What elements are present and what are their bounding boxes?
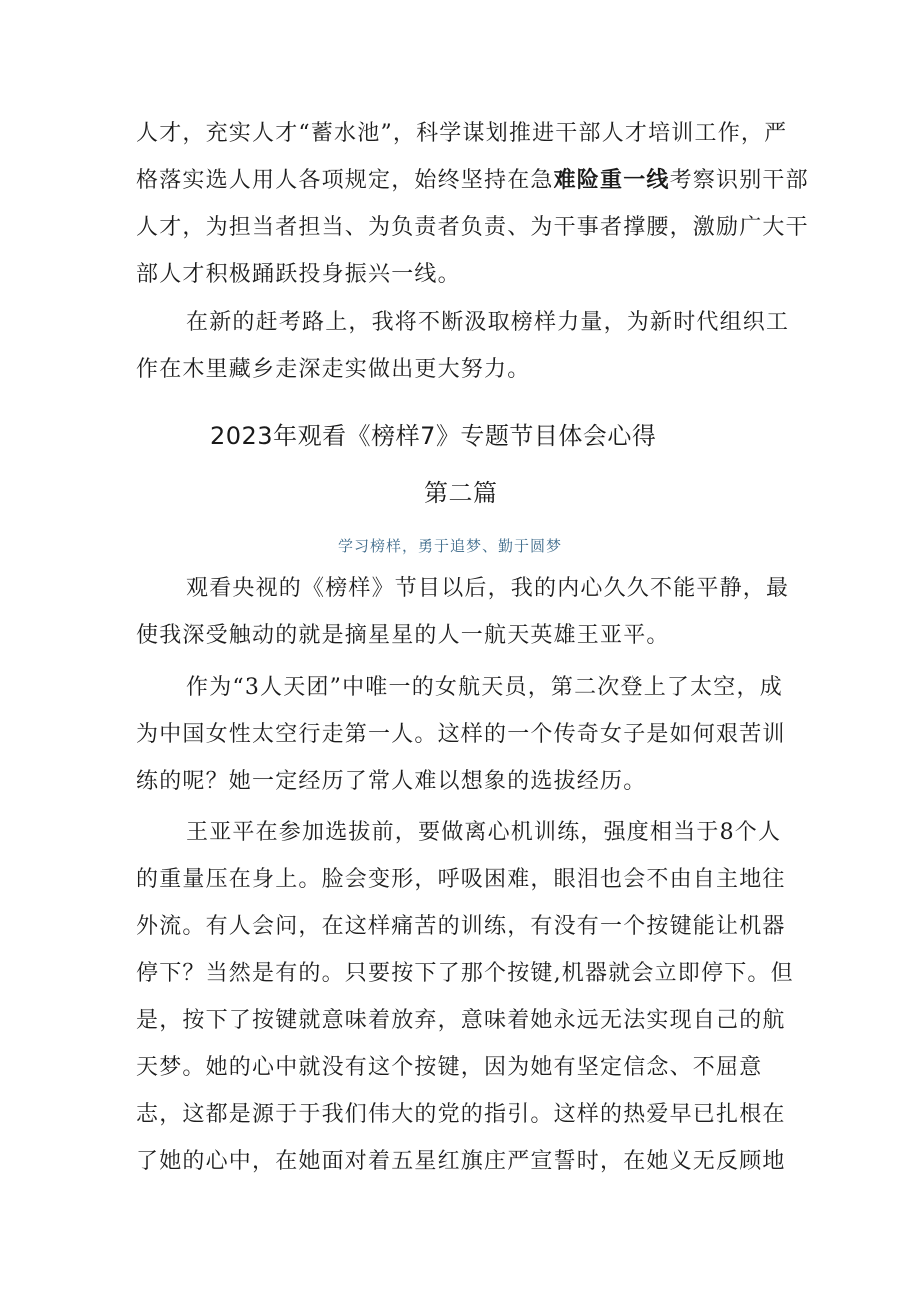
paragraph-line: 练的呢？她一定经历了常人难以想象的选拔经历。 [136, 769, 647, 794]
paragraph-line: 为中国女性太空行走第一人。这样的一个传奇女子是如何艰苦训 [136, 722, 786, 747]
paragraph-line: 人才，充实人才“蓄水池”，科学谋划推进干部人才培训工作，严 [136, 121, 788, 146]
text-run: 考察识别干部 [669, 168, 809, 193]
paragraph-line: 了她的心中，在她面对着五星红旗庄严宣誓时，在她义无反顾地 [136, 1149, 786, 1174]
paragraph-line: 观看央视的《榜样》节目以后，我的内心久久不能平静，最 [186, 576, 790, 601]
paragraph-line: 是，按下了按键就意味着放弃，意味着她永远无法实现自己的航 [136, 1008, 786, 1033]
emphasis-text: 难险重一线 [553, 168, 670, 193]
paragraph-line: 作为“3人天团”中唯一的女航天员，第二次登上了太空，成 [186, 675, 783, 700]
paragraph-line: 的重量压在身上。脸会变形，呼吸困难，眼泪也会不由自主地往 [136, 867, 786, 892]
article-title: 2023年观看《榜样7》专题节目体会心得 [210, 422, 657, 450]
paragraph-line: 在新的赶考路上，我将不断汲取榜样力量，为新时代组织工 [186, 310, 790, 335]
paragraph-line: 外流。有人会问，在这样痛苦的训练，有没有一个按键能让机器 [136, 914, 786, 939]
paragraph-line: 使我深受触动的就是摘星星的人一航天英雄王亚平。 [136, 623, 670, 648]
paragraph-line: 部人才积极踊跃投身振兴一线。 [136, 262, 461, 287]
paragraph-line: 停下？当然是有的。只要按下了那个按键,机器就会立即停下。但 [136, 961, 794, 986]
article-subtitle: 学习榜样，勇于追梦、勤于圆梦 [338, 537, 563, 555]
text-run: 格落实选人用人各项规定，始终坚持在急 [136, 168, 554, 193]
paragraph-line: 王亚平在参加选拔前，要做离心机训练，强度相当于8个人 [186, 820, 782, 845]
paragraph-line: 志，这都是源于于我们伟大的党的指引。这样的热爱早已扎根在 [136, 1102, 786, 1127]
part-heading: 第二篇 [424, 479, 498, 507]
paragraph-line: 人才，为担当者担当、为负责者负责、为干事者撑腰，激励广大干 [136, 215, 809, 240]
paragraph-line: 天梦。她的心中就没有这个按键，因为她有坚定信念、不屈意 [136, 1055, 763, 1080]
paragraph-line [136, 166, 809, 196]
paragraph-line: 作在木里藏乡走深走实做出更大努力。 [136, 357, 531, 382]
